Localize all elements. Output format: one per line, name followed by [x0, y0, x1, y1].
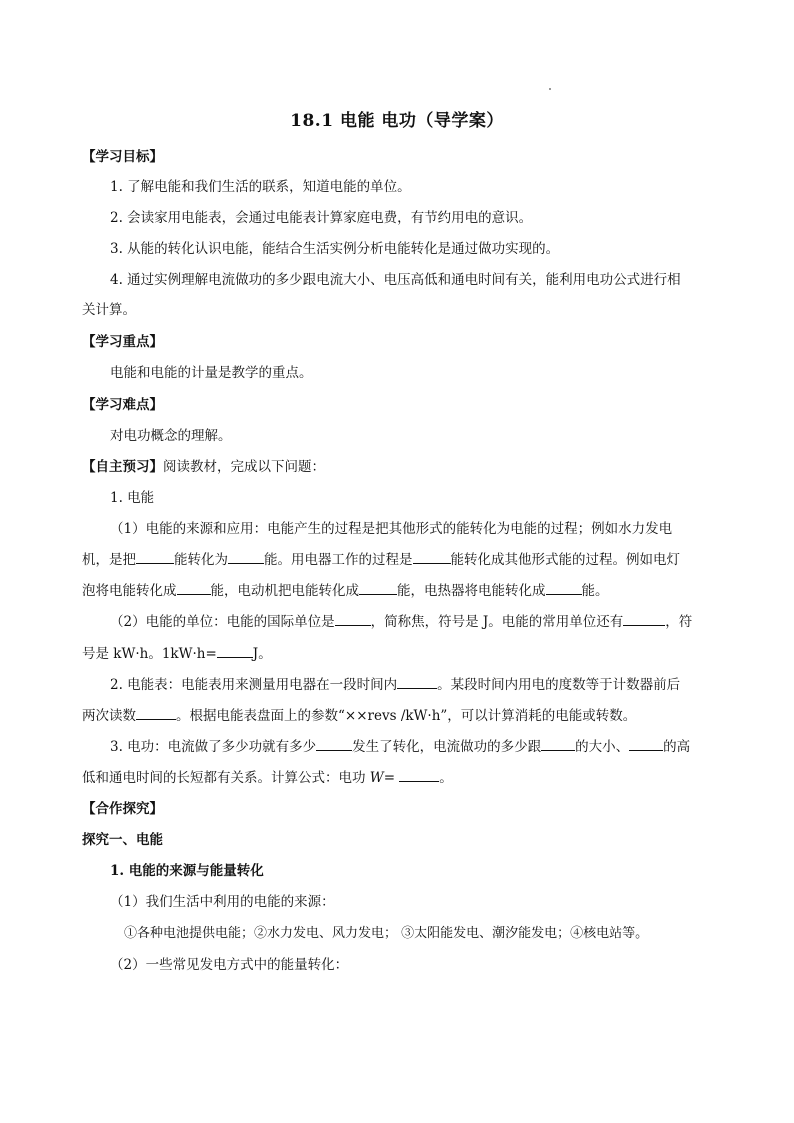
p2-a3: ，符 [665, 614, 693, 630]
p1-line-a: （1）电能的来源和应用：电能产生的过程是把其他形式的能转化为电能的过程；例如水力发电 [110, 521, 673, 537]
answer-blank[interactable] [629, 737, 663, 751]
answer-blank[interactable] [228, 550, 264, 564]
p1-c1: 泡将电能转化成 [82, 583, 177, 599]
answer-blank[interactable] [136, 706, 176, 720]
p1-c4: 能。 [581, 583, 609, 599]
explore-1-q1: （1）我们生活中利用的电能的来源： [110, 894, 335, 910]
answer-blank[interactable] [177, 581, 211, 595]
goals-heading: 【学习目标】 [82, 149, 163, 165]
work-symbol: W [369, 770, 384, 786]
s3-a1: 3. 电功：电流做了多少功就有多少 [110, 739, 317, 755]
answer-blank[interactable] [217, 644, 253, 658]
explore-1-subtitle: 1. 电能的来源与能量转化 [110, 863, 264, 879]
p2-line-b [82, 644, 272, 664]
p1-c2: 能，电动机把电能转化成 [210, 583, 359, 599]
difficult-text: 对电功概念的理解。 [110, 428, 232, 444]
explore-1-title: 探究一、电能 [82, 832, 163, 848]
answer-blank[interactable] [541, 737, 575, 751]
p2-a1: （2）电能的单位：电能的国际单位是 [110, 614, 335, 630]
s3-line-b [82, 768, 453, 788]
section-1-title: 1. 电能 [110, 490, 155, 506]
p2-a2: ，简称焦，符号是 J。电能的常用单位还有 [370, 614, 624, 630]
answer-blank[interactable] [413, 550, 451, 564]
s2-line-a [110, 675, 680, 695]
s3-a2: 发生了转化，电流做功的多少跟 [352, 739, 542, 755]
answer-blank[interactable] [316, 737, 352, 751]
p1-b1: 机，是把 [82, 552, 136, 568]
answer-blank[interactable] [359, 581, 397, 595]
s2-b1: 两次读数 [82, 708, 136, 724]
answer-blank[interactable] [546, 581, 582, 595]
answer-blank[interactable] [397, 675, 437, 689]
goal-item-2: 2. 会读家用电能表，会通过电能表计算家庭电费，有节约用电的意识。 [110, 210, 533, 226]
s2-line-b [82, 706, 636, 726]
goal-item-4: 4. 通过实例理解电流做功的多少跟电流大小、电压高低和通电时间有关，能利用电功公式进行相 [110, 272, 681, 288]
s2-a2: 。某段时间内用电的度数等于计数器前后 [437, 677, 681, 693]
explore-1-sources: ①各种电池提供电能；②水力发电、风力发电； ③太阳能发电、潮汐能发电；④核电站等。 [124, 926, 649, 941]
p1-c3: 能，电热器将电能转化成 [397, 583, 546, 599]
p2-b1: 号是 kW·h。1kW·h= [82, 646, 217, 662]
s2-a1: 2. 电能表：电能表用来测量用电器在一段时间内 [110, 677, 398, 693]
p1-line-b [82, 550, 680, 570]
s3-a3: 的大小、 [575, 739, 630, 755]
answer-blank[interactable] [399, 768, 439, 782]
s2-b2: 。根据电能表盘面上的参数“××revs /kW·h”，可以计算消耗的电能或转数。 [176, 708, 637, 724]
decorative-dot [549, 88, 551, 90]
s3-b3: 。 [439, 770, 453, 786]
p1-b4: 能转化成其他形式能的过程。例如电灯 [450, 552, 680, 568]
goal-item-1: 1. 了解电能和我们生活的联系，知道电能的单位。 [110, 179, 411, 195]
s3-b1: 低和通电时间的长短都有关系。计算公式：电功 [82, 770, 370, 786]
page-title: 18.1 电能 电功（导学案） [290, 111, 504, 131]
answer-blank[interactable] [335, 612, 371, 626]
answer-blank[interactable] [136, 550, 174, 564]
s3-b2: = [383, 770, 400, 786]
answer-blank[interactable] [623, 612, 665, 626]
preview-intro: 阅读教材，完成以下问题： [163, 459, 325, 475]
p1-b3: 能。用电器工作的过程是 [264, 552, 413, 568]
preview-line [82, 457, 325, 477]
goal-item-4-cont: 关计算。 [82, 302, 136, 318]
difficult-heading: 【学习难点】 [82, 397, 163, 413]
p2-line-a [110, 612, 692, 632]
key-heading: 【学习重点】 [82, 334, 163, 350]
s3-line-a [110, 737, 690, 757]
p1-line-c [82, 581, 609, 601]
explore-1-q2: （2）一些常见发电方式中的能量转化： [110, 957, 349, 973]
s3-a4: 的高 [663, 739, 691, 755]
goal-item-3: 3. 从能的转化认识电能，能结合生活实例分析电能转化是通过做功实现的。 [110, 241, 560, 257]
p1-b2: 能转化为 [174, 552, 228, 568]
coop-heading: 【合作探究】 [82, 801, 163, 817]
preview-heading: 【自主预习】 [82, 459, 163, 475]
key-text: 电能和电能的计量是教学的重点。 [110, 365, 313, 381]
p2-b2: J。 [252, 646, 272, 662]
